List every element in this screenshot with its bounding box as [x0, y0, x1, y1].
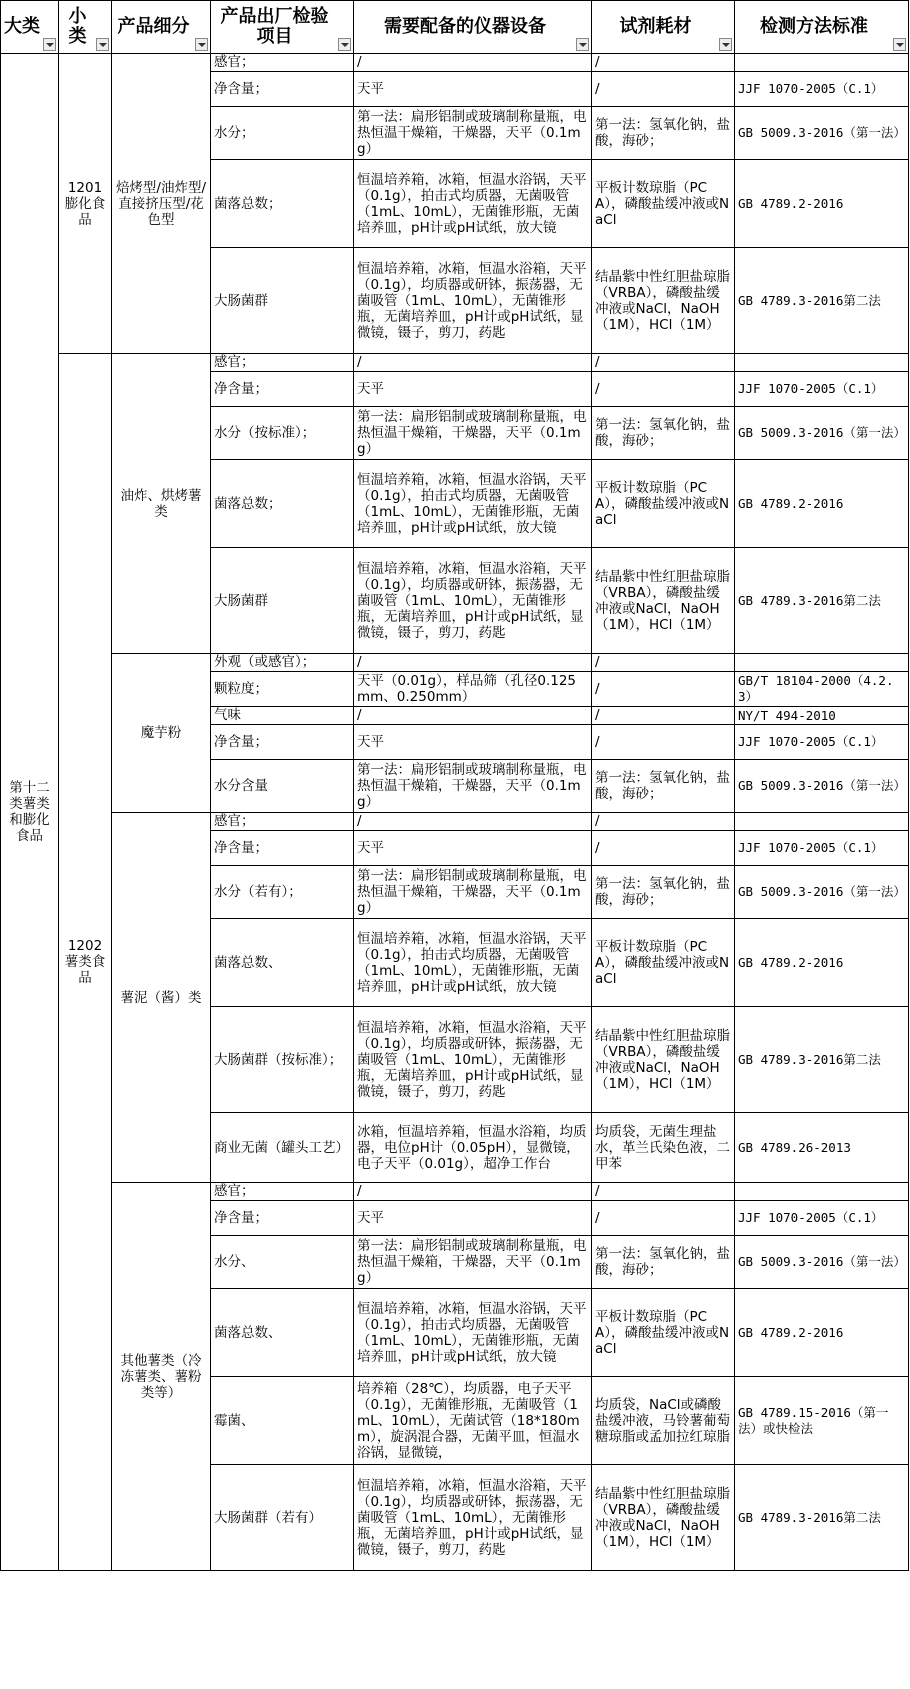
- standard-cell[interactable]: [735, 866, 909, 919]
- reagents-cell[interactable]: [592, 72, 735, 107]
- item-cell-text: 水分；: [214, 125, 255, 141]
- item-cell[interactable]: [211, 672, 354, 707]
- equipment-cell-text: /: [357, 654, 362, 670]
- subcategory-cell-text: 1201膨化食品: [64, 179, 106, 228]
- standard-cell[interactable]: [735, 54, 909, 72]
- reagents-cell-text: 平板计数琼脂（PCA），磷酸盐缓冲液或NaCl: [595, 1308, 730, 1357]
- standard-cell-text: JJF 1070-2005（C.1）: [738, 1210, 884, 1225]
- equipment-cell-text: 恒温培养箱，冰箱，恒温水浴锅，天平（0.1g），拍击式均质器，无菌吸管（1mL、10mL），无菌锥形瓶，无菌培养皿，pH计或pH试纸，放大镜: [357, 930, 587, 995]
- reagents-cell[interactable]: [592, 54, 735, 72]
- standard-cell[interactable]: [735, 548, 909, 654]
- equipment-cell[interactable]: [354, 654, 592, 672]
- item-cell[interactable]: [211, 725, 354, 760]
- equipment-cell-text: /: [357, 354, 362, 370]
- item-cell-text: 感官；: [214, 813, 255, 829]
- item-cell[interactable]: [211, 548, 354, 654]
- standard-cell-text: JJF 1070-2005（C.1）: [738, 81, 884, 96]
- standard-cell-text: JJF 1070-2005（C.1）: [738, 840, 884, 855]
- table-row: [1, 813, 909, 831]
- standard-cell-text: JJF 1070-2005（C.1）: [738, 381, 884, 396]
- item-cell-text: 净含量；: [214, 81, 268, 97]
- equipment-cell[interactable]: [354, 725, 592, 760]
- reagents-cell-text: /: [595, 840, 600, 856]
- subcategory-cell[interactable]: [59, 54, 112, 354]
- reagents-cell-text: 平板计数琼脂（PCA），磷酸盐缓冲液或NaCl: [595, 479, 730, 528]
- standard-cell[interactable]: [735, 354, 909, 372]
- reagents-cell-text: 结晶紫中性红胆盐琼脂（VRBA），磷酸盐缓冲液或NaCl，NaOH（1M），HCl（1M）: [595, 268, 730, 333]
- reagents-cell[interactable]: [592, 460, 735, 548]
- standard-cell-text: GB 4789.2-2016: [738, 954, 844, 970]
- equipment-cell[interactable]: [354, 548, 592, 654]
- item-cell[interactable]: [211, 1183, 354, 1201]
- equipment-cell[interactable]: [354, 460, 592, 548]
- item-cell-text: 大肠菌群（若有）: [214, 1509, 322, 1526]
- reagents-cell[interactable]: [592, 107, 735, 160]
- reagents-cell[interactable]: [592, 654, 735, 672]
- standard-cell-text: GB 4789.2-2016: [738, 195, 844, 211]
- standard-cell-text: GB 4789.3-2016第二法: [738, 592, 881, 608]
- standard-cell-text: GB 5009.3-2016（第一法）: [738, 1254, 906, 1269]
- reagents-cell-text: 第一法：氢氧化钠，盐酸，海砂；: [595, 417, 730, 449]
- reagents-cell-text: 均质袋，NaCl或磷酸盐缓冲液，马铃薯葡萄糖琼脂或孟加拉红琼脂: [595, 1396, 730, 1445]
- item-cell[interactable]: [211, 760, 354, 813]
- equipment-cell[interactable]: [354, 354, 592, 372]
- item-cell-text: 水分、: [214, 1254, 255, 1270]
- reagents-cell[interactable]: [592, 1113, 735, 1183]
- equipment-cell[interactable]: [354, 160, 592, 248]
- standard-cell[interactable]: [735, 72, 909, 107]
- item-cell-text: 大肠菌群: [214, 292, 268, 309]
- item-cell[interactable]: [211, 248, 354, 354]
- segment-cell[interactable]: [112, 813, 211, 1183]
- item-cell-text: 净含量；: [214, 1210, 268, 1226]
- standard-cell[interactable]: [735, 813, 909, 831]
- equipment-cell[interactable]: [354, 1465, 592, 1571]
- item-cell[interactable]: [211, 107, 354, 160]
- item-cell[interactable]: [211, 354, 354, 372]
- item-cell[interactable]: [211, 1113, 354, 1183]
- equipment-cell-text: /: [357, 707, 362, 723]
- major-category-cell-text: 第十二类薯类和膨化食品: [9, 780, 50, 844]
- equipment-cell[interactable]: [354, 1236, 592, 1289]
- standard-cell-text: GB 4789.15-2016（第一法）或快检法: [738, 1404, 889, 1436]
- item-cell-text: 颗粒度；: [214, 681, 268, 697]
- reagents-cell[interactable]: [592, 1183, 735, 1201]
- reagents-cell[interactable]: [592, 831, 735, 866]
- header-standard[interactable]: 检测方法标准: [735, 1, 909, 54]
- item-cell-text: 商业无菌（罐头工艺）: [214, 1139, 349, 1156]
- equipment-cell-text: 恒温培养箱，冰箱，恒温水浴锅，天平（0.1g），拍击式均质器，无菌吸管（1mL、10mL），无菌锥形瓶，无菌培养皿，pH计或pH试纸，放大镜: [357, 171, 587, 236]
- item-cell-text: 净含量；: [214, 734, 268, 750]
- item-cell[interactable]: [211, 654, 354, 672]
- reagents-cell[interactable]: [592, 813, 735, 831]
- equipment-cell-text: 天平（0.01g），样品筛（孔径0.125mm、0.250mm）: [357, 673, 577, 705]
- item-cell-text: 水分（按标准）；: [214, 425, 316, 441]
- reagents-cell[interactable]: [592, 248, 735, 354]
- standard-cell[interactable]: [735, 160, 909, 248]
- reagents-cell[interactable]: [592, 407, 735, 460]
- standard-cell[interactable]: [735, 1183, 909, 1201]
- equipment-cell-text: 天平: [357, 1210, 384, 1226]
- equipment-cell-text: 恒温培养箱，冰箱，恒温水浴锅，天平（0.1g），拍击式均质器，无菌吸管（1mL、10mL），无菌锥形瓶，无菌培养皿，pH计或pH试纸，放大镜: [357, 1300, 587, 1365]
- reagents-cell-text: 平板计数琼脂（PCA），磷酸盐缓冲液或NaCl: [595, 938, 730, 987]
- standard-cell[interactable]: [735, 107, 909, 160]
- equipment-cell[interactable]: [354, 407, 592, 460]
- standard-cell[interactable]: [735, 725, 909, 760]
- item-cell[interactable]: [211, 1007, 354, 1113]
- item-cell-text: 净含量；: [214, 840, 268, 856]
- segment-cell-text: 其他薯类（冷冻薯类、薯粉类等）: [120, 1352, 202, 1401]
- header-reagents[interactable]: 试剂耗材: [592, 1, 735, 54]
- standard-cell[interactable]: [735, 919, 909, 1007]
- standard-cell-text: GB 4789.2-2016: [738, 1324, 844, 1340]
- equipment-cell[interactable]: [354, 107, 592, 160]
- equipment-cell[interactable]: [354, 831, 592, 866]
- standard-cell-text: GB 5009.3-2016（第一法）: [738, 778, 906, 793]
- equipment-cell-text: 第一法：扁形铝制或玻璃制称量瓶，电热恒温干燥箱，干燥器，天平（0.1mg）: [357, 762, 587, 810]
- reagents-cell[interactable]: [592, 1201, 735, 1236]
- standard-cell[interactable]: [735, 1465, 909, 1571]
- standard-cell[interactable]: [735, 1377, 909, 1465]
- standard-cell[interactable]: [735, 1007, 909, 1113]
- equipment-cell[interactable]: [354, 813, 592, 831]
- item-cell[interactable]: [211, 866, 354, 919]
- item-cell[interactable]: [211, 372, 354, 407]
- item-cell-text: 菌落总数；: [214, 195, 282, 212]
- equipment-cell-text: 冰箱，恒温培养箱，恒温水浴箱，均质器，电位pH计（0.05pH），显微镜，电子天平（0.01g），超净工作台: [357, 1123, 587, 1172]
- filter-dropdown-icon[interactable]: [576, 38, 589, 51]
- segment-cell-text: 魔芋粉: [140, 725, 182, 741]
- equipment-cell[interactable]: [354, 1289, 592, 1377]
- reagents-cell-text: /: [595, 654, 600, 670]
- header-subcategory[interactable]: 小类: [59, 1, 112, 54]
- header-major-category[interactable]: 大类: [1, 1, 59, 54]
- standard-cell-text: GB/T 18104-2000（4.2.3）: [738, 673, 894, 704]
- standard-cell-text: JJF 1070-2005（C.1）: [738, 734, 884, 749]
- reagents-cell-text: 第一法：氢氧化钠，盐酸，海砂；: [595, 770, 730, 802]
- equipment-cell-text: 第一法：扁形铝制或玻璃制称量瓶，电热恒温干燥箱，干燥器，天平（0.1mg）: [357, 868, 587, 916]
- segment-cell[interactable]: [112, 654, 211, 813]
- standard-cell[interactable]: [735, 1201, 909, 1236]
- reagents-cell-text: /: [595, 354, 600, 370]
- reagents-cell[interactable]: [592, 672, 735, 707]
- standard-cell[interactable]: [735, 831, 909, 866]
- item-cell-text: 霉菌、: [214, 1412, 255, 1429]
- standard-cell[interactable]: [735, 1289, 909, 1377]
- reagents-cell[interactable]: [592, 919, 735, 1007]
- standard-cell[interactable]: [735, 460, 909, 548]
- standard-cell[interactable]: [735, 672, 909, 707]
- item-cell[interactable]: [211, 1201, 354, 1236]
- table-row: [1, 1183, 909, 1201]
- item-cell[interactable]: [211, 813, 354, 831]
- filter-dropdown-icon[interactable]: [893, 38, 906, 51]
- subcategory-cell[interactable]: [59, 354, 112, 1571]
- item-cell-text: 水分（若有）；: [214, 884, 302, 900]
- header-segment[interactable]: 产品细分: [112, 1, 211, 54]
- equipment-cell-text: 恒温培养箱，冰箱，恒温水浴箱，天平（0.1g），均质器或研钵，振荡器，无菌吸管（1mL、10mL），无菌锥形瓶，无菌培养皿，pH计或pH试纸，显微镜，镊子，剪刀，药匙: [357, 1019, 587, 1100]
- equipment-cell[interactable]: [354, 707, 592, 725]
- major-category-cell[interactable]: [1, 54, 59, 1571]
- equipment-cell-text: 恒温培养箱，冰箱，恒温水浴箱，天平（0.1g），均质器或研钵，振荡器，无菌吸管（1mL、10mL），无菌锥形瓶，无菌培养皿，pH计或pH试纸，显微镜，镊子，剪刀，药匙: [357, 560, 587, 641]
- segment-cell-text: 薯泥（酱）类: [120, 989, 202, 1006]
- equipment-cell-text: 第一法：扁形铝制或玻璃制称量瓶，电热恒温干燥箱，干燥器，天平（0.1mg）: [357, 1238, 587, 1286]
- item-cell-text: 菌落总数、: [214, 1324, 282, 1341]
- item-cell-text: 大肠菌群: [214, 592, 268, 609]
- equipment-cell-text: 第一法：扁形铝制或玻璃制称量瓶，电热恒温干燥箱，干燥器，天平（0.1mg）: [357, 109, 587, 157]
- reagents-cell-text: /: [595, 1183, 600, 1199]
- reagents-cell-text: /: [595, 54, 600, 70]
- equipment-cell[interactable]: [354, 72, 592, 107]
- reagents-cell-text: 结晶紫中性红胆盐琼脂（VRBA），磷酸盐缓冲液或NaCl，NaOH（1M），HCl（1M）: [595, 1485, 730, 1550]
- segment-cell[interactable]: [112, 1183, 211, 1571]
- equipment-cell[interactable]: [354, 248, 592, 354]
- table-row: [1, 54, 909, 72]
- reagents-cell[interactable]: [592, 160, 735, 248]
- equipment-cell[interactable]: [354, 1377, 592, 1465]
- standard-cell[interactable]: [735, 707, 909, 725]
- standard-cell-text: GB 4789.3-2016第二法: [738, 1509, 881, 1525]
- equipment-cell[interactable]: [354, 1113, 592, 1183]
- equipment-cell[interactable]: [354, 372, 592, 407]
- reagents-cell-text: /: [595, 1210, 600, 1226]
- item-cell-text: 菌落总数；: [214, 495, 282, 512]
- standard-cell-text: GB 4789.2-2016: [738, 495, 844, 511]
- equipment-cell[interactable]: [354, 866, 592, 919]
- reagents-cell-text: /: [595, 81, 600, 97]
- equipment-cell[interactable]: [354, 672, 592, 707]
- standard-cell-text: GB 4789.3-2016第二法: [738, 292, 881, 308]
- item-cell-text: 大肠菌群（按标准）；: [214, 1051, 343, 1068]
- equipment-cell-text: /: [357, 1183, 362, 1199]
- item-cell[interactable]: [211, 707, 354, 725]
- standard-cell-text: NY/T 494-2010: [738, 707, 836, 723]
- header-equipment[interactable]: 需要配备的仪器设备: [354, 1, 592, 54]
- reagents-cell-text: /: [595, 734, 600, 750]
- item-cell-text: 感官；: [214, 354, 255, 370]
- equipment-cell[interactable]: [354, 1007, 592, 1113]
- equipment-cell-text: 天平: [357, 81, 384, 97]
- item-cell[interactable]: [211, 1465, 354, 1571]
- filter-dropdown-icon[interactable]: [195, 38, 208, 51]
- item-cell[interactable]: [211, 919, 354, 1007]
- standard-cell[interactable]: [735, 1236, 909, 1289]
- standard-cell[interactable]: [735, 248, 909, 354]
- item-cell-text: 感官；: [214, 54, 255, 70]
- standard-cell[interactable]: [735, 407, 909, 460]
- equipment-cell-text: /: [357, 813, 362, 829]
- reagents-cell[interactable]: [592, 725, 735, 760]
- segment-cell[interactable]: [112, 354, 211, 654]
- item-cell-text: 净含量；: [214, 381, 268, 397]
- subcategory-cell-text: 1202薯类食品: [64, 938, 106, 986]
- item-cell-text: 菌落总数、: [214, 954, 282, 971]
- reagents-cell[interactable]: [592, 707, 735, 725]
- equipment-cell[interactable]: [354, 1183, 592, 1201]
- item-cell[interactable]: [211, 54, 354, 72]
- segment-cell-text: 油炸、烘烤薯类: [120, 487, 202, 520]
- equipment-cell-text: 天平: [357, 840, 384, 856]
- reagents-cell-text: /: [595, 681, 600, 697]
- standard-cell-text: GB 4789.3-2016第二法: [738, 1051, 881, 1067]
- standard-cell[interactable]: [735, 372, 909, 407]
- reagents-cell-text: 第一法：氢氧化钠，盐酸，海砂；: [595, 876, 730, 908]
- reagents-cell[interactable]: [592, 372, 735, 407]
- equipment-cell-text: 第一法：扁形铝制或玻璃制称量瓶，电热恒温干燥箱，干燥器，天平（0.1mg）: [357, 409, 587, 457]
- reagents-cell-text: 平板计数琼脂（PCA），磷酸盐缓冲液或NaCl: [595, 179, 730, 228]
- item-cell[interactable]: [211, 460, 354, 548]
- item-cell-text: 外观（或感官）；: [214, 654, 316, 670]
- reagents-cell[interactable]: [592, 1007, 735, 1113]
- reagents-cell[interactable]: [592, 1236, 735, 1289]
- reagents-cell[interactable]: [592, 1289, 735, 1377]
- equipment-cell-text: 恒温培养箱，冰箱，恒温水浴箱，天平（0.1g），均质器或研钵，振荡器，无菌吸管（1mL、10mL），无菌锥形瓶，无菌培养皿，pH计或pH试纸，显微镜，镊子，剪刀，药匙: [357, 1477, 587, 1558]
- reagents-cell[interactable]: [592, 548, 735, 654]
- reagents-cell-text: 结晶紫中性红胆盐琼脂（VRBA），磷酸盐缓冲液或NaCl，NaOH（1M），HCl（1M）: [595, 1027, 730, 1092]
- segment-cell[interactable]: [112, 54, 211, 354]
- reagents-cell[interactable]: [592, 760, 735, 813]
- item-cell-text: 感官；: [214, 1183, 255, 1199]
- equipment-cell-text: 天平: [357, 381, 384, 397]
- standard-cell[interactable]: [735, 654, 909, 672]
- reagents-cell[interactable]: [592, 1377, 735, 1465]
- standard-cell[interactable]: [735, 1113, 909, 1183]
- standard-cell[interactable]: [735, 760, 909, 813]
- reagents-cell-text: /: [595, 381, 600, 397]
- reagents-cell[interactable]: [592, 1465, 735, 1571]
- standard-cell-text: GB 5009.3-2016（第一法）: [738, 125, 906, 140]
- filter-dropdown-icon[interactable]: [96, 38, 109, 51]
- equipment-cell[interactable]: [354, 54, 592, 72]
- reagents-cell-text: 第一法：氢氧化钠，盐酸，海砂；: [595, 117, 730, 149]
- reagents-cell-text: /: [595, 813, 600, 829]
- reagents-cell-text: 均质袋，无菌生理盐水，革兰氏染色液，二甲苯: [595, 1123, 730, 1172]
- segment-cell-text: 焙烤型/油炸型/直接挤压型/花色型: [115, 179, 207, 228]
- equipment-cell-text: /: [357, 54, 362, 70]
- item-cell[interactable]: [211, 407, 354, 460]
- filter-dropdown-icon[interactable]: [43, 38, 56, 51]
- standard-cell-text: GB 4789.26-2013: [738, 1139, 851, 1155]
- header-item[interactable]: 产品出厂检验项目: [211, 1, 354, 54]
- item-cell[interactable]: [211, 1377, 354, 1465]
- reagents-cell[interactable]: [592, 866, 735, 919]
- equipment-cell[interactable]: [354, 760, 592, 813]
- item-cell[interactable]: [211, 831, 354, 866]
- reagents-cell[interactable]: [592, 354, 735, 372]
- header-row: [1, 1, 909, 54]
- standard-cell-text: GB 5009.3-2016（第一法）: [738, 425, 906, 440]
- equipment-cell[interactable]: [354, 1201, 592, 1236]
- item-cell[interactable]: [211, 1236, 354, 1289]
- equipment-cell-text: 培养箱（28℃），均质器，电子天平（0.1g），无菌锥形瓶，无菌吸管（1mL、10mL），无菌试管（18*180mm），旋涡混合器，无菌平皿，恒温水浴锅，显微镜，: [357, 1380, 580, 1461]
- filter-dropdown-icon[interactable]: [719, 38, 732, 51]
- equipment-cell-text: 恒温培养箱，冰箱，恒温水浴箱，天平（0.1g），均质器或研钵，振荡器，无菌吸管（1mL、10mL），无菌锥形瓶，无菌培养皿，pH计或pH试纸，显微镜，镊子，剪刀，药匙: [357, 260, 587, 341]
- equipment-cell-text: 恒温培养箱，冰箱，恒温水浴锅，天平（0.1g），拍击式均质器，无菌吸管（1mL、10mL），无菌锥形瓶，无菌培养皿，pH计或pH试纸，放大镜: [357, 471, 587, 536]
- table-row: [1, 354, 909, 372]
- standard-cell-text: GB 5009.3-2016（第一法）: [738, 884, 906, 899]
- filter-dropdown-icon[interactable]: [338, 38, 351, 51]
- item-cell[interactable]: [211, 160, 354, 248]
- item-cell[interactable]: [211, 1289, 354, 1377]
- equipment-cell-text: 天平: [357, 734, 384, 750]
- item-cell-text: 气味: [214, 707, 241, 723]
- table-row: [1, 654, 909, 672]
- equipment-cell[interactable]: [354, 919, 592, 1007]
- reagents-cell-text: /: [595, 707, 600, 723]
- reagents-cell-text: 第一法：氢氧化钠，盐酸，海砂；: [595, 1246, 730, 1278]
- reagents-cell-text: 结晶紫中性红胆盐琼脂（VRBA），磷酸盐缓冲液或NaCl，NaOH（1M），HCl（1M）: [595, 568, 730, 633]
- item-cell-text: 水分含量: [214, 778, 268, 794]
- item-cell[interactable]: [211, 72, 354, 107]
